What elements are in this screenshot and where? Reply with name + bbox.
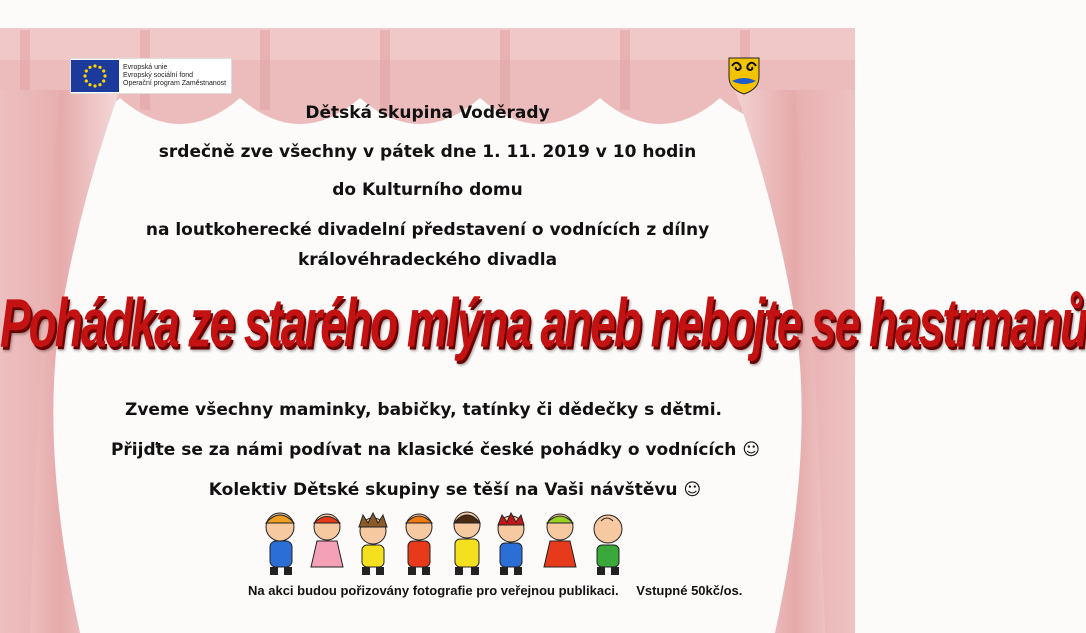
child-3 bbox=[359, 513, 387, 567]
invite-date-line: srdečně zve všechny v pátek dne 1. 11. 2019 v 10 hodin bbox=[158, 142, 697, 162]
photo-notice: Na akci budou pořizovány fotografie pro veřejnou publikaci. bbox=[248, 583, 619, 598]
team-line: Kolektiv Dětské skupiny se těší na Vaši návštěvu ☺ bbox=[208, 480, 702, 500]
child-1 bbox=[266, 513, 294, 567]
footer-notice bbox=[248, 583, 742, 598]
performance-line-2: královéhradeckého divadla bbox=[297, 250, 558, 270]
admission-price: Vstupné 50kč/os. bbox=[636, 583, 743, 598]
eu-logo-text bbox=[123, 64, 226, 88]
venue-line: do Kulturního domu bbox=[332, 180, 523, 200]
child-6 bbox=[498, 513, 524, 567]
child-7 bbox=[544, 514, 576, 567]
child-8 bbox=[594, 515, 622, 567]
welcome-line: Zveme všechny maminky, babičky, tatínky či dědečky s dětmi. bbox=[125, 400, 722, 420]
show-title: Pohádka ze starého mlýna aneb nebojte se hastrmanů bbox=[0, 283, 1086, 362]
child-4 bbox=[406, 514, 432, 567]
children-illustration bbox=[255, 505, 645, 585]
eu-flag-icon bbox=[71, 60, 119, 92]
eu-line-3: Operační program Zaměstnanost bbox=[123, 80, 227, 87]
eu-logo bbox=[70, 58, 232, 94]
organizer-line: Dětská skupina Voděrady bbox=[305, 103, 550, 123]
municipal-crest-icon bbox=[728, 57, 760, 95]
eu-line-1: Evropská unie bbox=[123, 64, 168, 71]
child-2 bbox=[311, 514, 343, 567]
performance-line-1: na loutkoherecké divadelní představení o vodnících z dílny bbox=[145, 220, 710, 240]
come-line: Přijďte se za námi podívat na klasické české pohádky o vodnících ☺ bbox=[110, 440, 761, 460]
child-5 bbox=[454, 512, 480, 567]
eu-line-2: Evropský sociální fond bbox=[123, 72, 194, 79]
